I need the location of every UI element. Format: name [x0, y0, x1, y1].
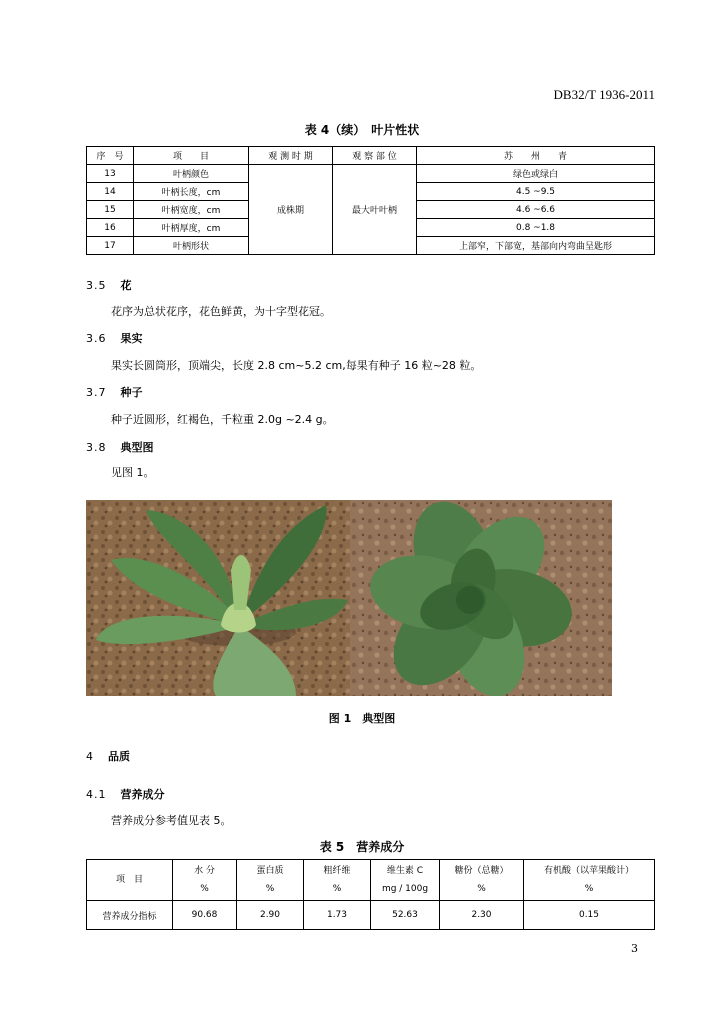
section-title: 品质 [108, 750, 130, 763]
section-title: 典型图 [120, 441, 154, 454]
paragraph-flower: 花序为总状花序，花色鲜黄，为十字型花冠。 [111, 305, 331, 318]
section-heading-3-6 [86, 330, 143, 346]
column-name: 维生素 C [386, 866, 424, 876]
row-number: 17 [87, 237, 134, 255]
value-cell: 90.68 [173, 901, 237, 930]
observation-part: 最大叶叶柄 [333, 165, 417, 255]
table-header-row [87, 147, 655, 165]
header-cell: 观 察 部 位 [333, 147, 417, 165]
table-header-row [87, 860, 655, 901]
row-number: 13 [87, 165, 134, 183]
row-value: 4.6 ~6.6 [417, 201, 655, 219]
section-title: 花 [120, 279, 132, 292]
column-name: 有机酸（以苹果酸计） [543, 866, 634, 876]
section-title: 营养成分 [120, 788, 165, 801]
value-cell: 1.73 [304, 901, 371, 930]
row-number: 15 [87, 201, 134, 219]
column-name: 水 分 [194, 866, 215, 876]
column-unit: % [332, 884, 342, 894]
section-title: 果实 [120, 332, 143, 345]
paragraph-fruit: 果实长圆筒形，顶端尖，长度 2.8 cm~5.2 cm,每果有种子 16 粒~28 粒。 [111, 359, 482, 372]
standard-code: DB32/T 1936-2011 [553, 87, 655, 102]
table4-title: 表 4（续） 叶片性状 [304, 123, 420, 137]
section-number: 3.5 [86, 279, 107, 292]
column-header [371, 860, 440, 901]
section-number: 3.6 [86, 332, 107, 345]
section-heading-3-5 [86, 277, 132, 293]
column-unit: % [477, 884, 486, 894]
column-unit: % [584, 884, 594, 894]
item-header: 项 目 [87, 860, 173, 901]
observation-period: 成株期 [249, 165, 333, 255]
column-name: 糖份（总糖） [454, 866, 509, 876]
section-heading-3-7 [86, 384, 143, 400]
header-cell: 苏 州 青 [417, 147, 655, 165]
header-cell: 观 测 时 期 [249, 147, 333, 165]
header-cell: 项 目 [134, 147, 249, 165]
column-name: 蛋白质 [256, 866, 284, 876]
section-heading-4 [86, 748, 130, 764]
row-number: 14 [87, 183, 134, 201]
column-header [304, 860, 371, 901]
paragraph-seed: 种子近圆形，红褐色，千粒重 2.0g ~2.4 g。 [111, 413, 334, 426]
figure-caption: 图 1 典型图 [328, 712, 396, 725]
header-cell: 序 号 [87, 147, 134, 165]
value-cell: 0.15 [524, 901, 655, 930]
column-header [173, 860, 237, 901]
table4 [86, 146, 655, 255]
section-number: 4 [86, 750, 94, 763]
row-item: 叶柄宽度，cm [134, 201, 249, 219]
plant-photo-top-view [350, 500, 612, 696]
row-value: 0.8 ~1.8 [417, 219, 655, 237]
row-label: 营养成分指标 [87, 901, 173, 930]
row-item: 叶柄形状 [134, 237, 249, 255]
section-number: 4.1 [86, 788, 107, 801]
table5 [86, 859, 655, 930]
column-header [237, 860, 304, 901]
table-row [87, 901, 655, 930]
value-cell: 2.90 [237, 901, 304, 930]
table5-title: 表 5 营养成分 [319, 840, 405, 854]
column-header [524, 860, 655, 901]
page-number: 3 [631, 942, 638, 955]
column-unit: mg / 100g [381, 884, 429, 894]
table-row [87, 165, 655, 183]
column-name: 粗纤维 [323, 866, 351, 876]
section-title: 种子 [120, 386, 143, 399]
value-cell: 2.30 [440, 901, 524, 930]
row-value: 上部窄，下部宽，基部向内弯曲呈匙形 [417, 237, 655, 255]
plant-photo-side-view [86, 500, 350, 696]
section-number: 3.8 [86, 441, 107, 454]
row-item: 叶柄颜色 [134, 165, 249, 183]
section-heading-3-8 [86, 439, 154, 455]
row-value: 绿色或绿白 [417, 165, 655, 183]
paragraph-figure-ref: 见图 1。 [111, 466, 155, 479]
row-value: 4.5 ~9.5 [417, 183, 655, 201]
section-heading-4-1 [86, 786, 165, 802]
row-number: 16 [87, 219, 134, 237]
section-number: 3.7 [86, 386, 107, 399]
column-unit: % [265, 884, 275, 894]
value-cell: 52.63 [371, 901, 440, 930]
row-item: 叶柄厚度，cm [134, 219, 249, 237]
row-item: 叶柄长度，cm [134, 183, 249, 201]
column-unit: % [200, 884, 209, 894]
paragraph-nutrition-ref: 营养成分参考值见表 5。 [111, 814, 232, 827]
column-header [440, 860, 524, 901]
